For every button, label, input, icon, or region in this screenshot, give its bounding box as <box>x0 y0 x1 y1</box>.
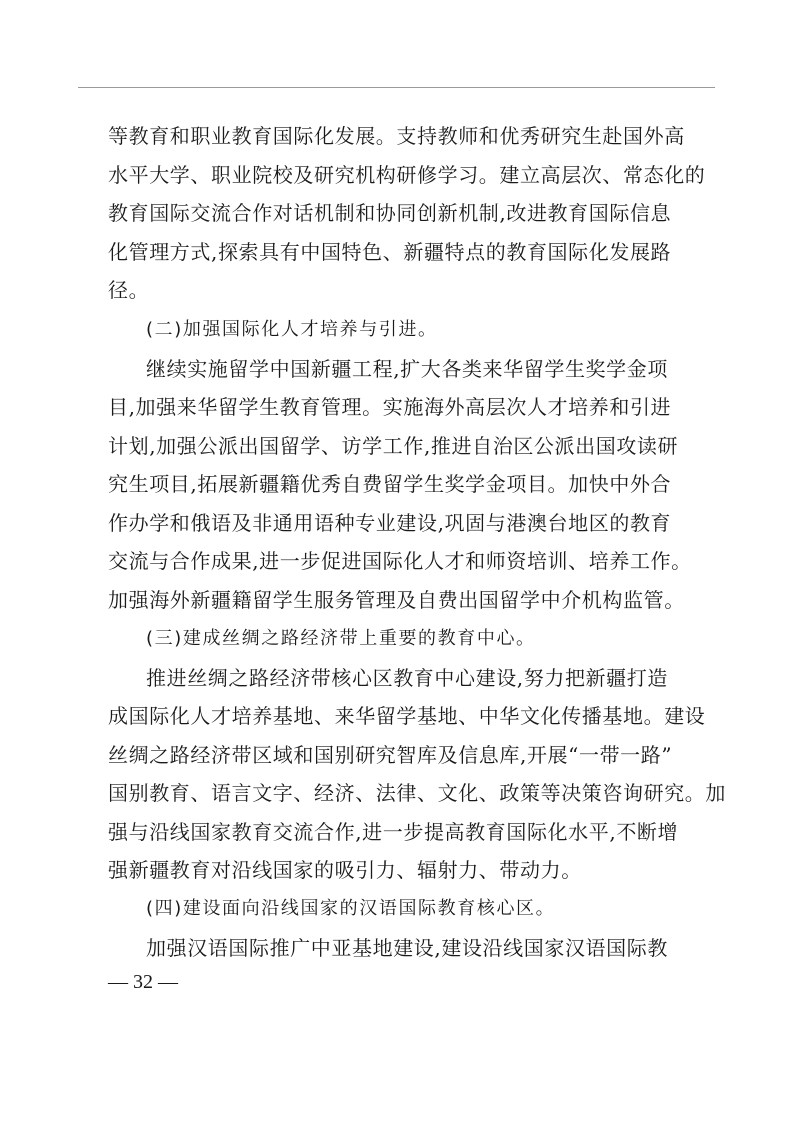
body-line: 径。 <box>108 278 150 302</box>
body-line: 丝绸之路经济带区域和国别研究智库及信息库,开展“一带一路” <box>108 743 673 767</box>
page-number: — 32 — <box>108 971 178 993</box>
body-line: 强与沿线国家教育交流合作,进一步提高教育国际化水平,不断增 <box>108 820 679 844</box>
section-heading: (二)加强国际化人才培养与引进。 <box>146 319 438 340</box>
body-line: 等教育和职业教育国际化发展。支持教师和优秀研究生赴国外高 <box>108 124 685 148</box>
body-line: 加强海外新疆籍留学生服务管理及自费出国留学中介机构监管。 <box>108 588 685 612</box>
body-line: 推进丝绸之路经济带核心区教育中心建设,努力把新疆打造 <box>146 666 668 690</box>
body-line: 究生项目,拓展新疆籍优秀自费留学生奖学金项目。加快中外合 <box>108 472 672 496</box>
body-line: 加强汉语国际推广中亚基地建设,建设沿线国家汉语国际教 <box>146 936 668 960</box>
body-line: 交流与合作成果,进一步促进国际化人才和师资培训、培养工作。 <box>108 549 692 573</box>
body-line: 国别教育、语言文字、经济、法律、文化、政策等决策咨询研究。加 <box>108 781 726 805</box>
header-rule <box>78 87 715 88</box>
body-line: 教育国际交流合作对话机制和协同创新机制,改进教育国际信息 <box>108 201 672 225</box>
body-line: 目,加强来华留学生教育管理。实施海外高层次人才培养和引进 <box>108 395 672 419</box>
body-line: 计划,加强公派出国留学、访学工作,推进自治区公派出国攻读研 <box>108 434 679 458</box>
body-line: 作办学和俄语及非通用语种专业建设,巩固与港澳台地区的教育 <box>108 511 672 535</box>
body-line: 成国际化人才培养基地、来华留学基地、中华文化传播基地。建设 <box>108 704 706 728</box>
body-line: 化管理方式,探索具有中国特色、新疆特点的教育国际化发展路 <box>108 240 672 264</box>
body-line: 水平大学、职业院校及研究机构研修学习。建立高层次、常态化的 <box>108 163 706 187</box>
body-line: 强新疆教育对沿线国家的吸引力、辐射力、带动力。 <box>108 858 582 882</box>
body-line: 继续实施留学中国新疆工程,扩大各类来华留学生奖学金项 <box>146 357 668 381</box>
section-heading: (四)建设面向沿线国家的汉语国际教育核心区。 <box>146 898 556 919</box>
section-heading: (三)建成丝绸之路经济带上重要的教育中心。 <box>146 628 536 649</box>
